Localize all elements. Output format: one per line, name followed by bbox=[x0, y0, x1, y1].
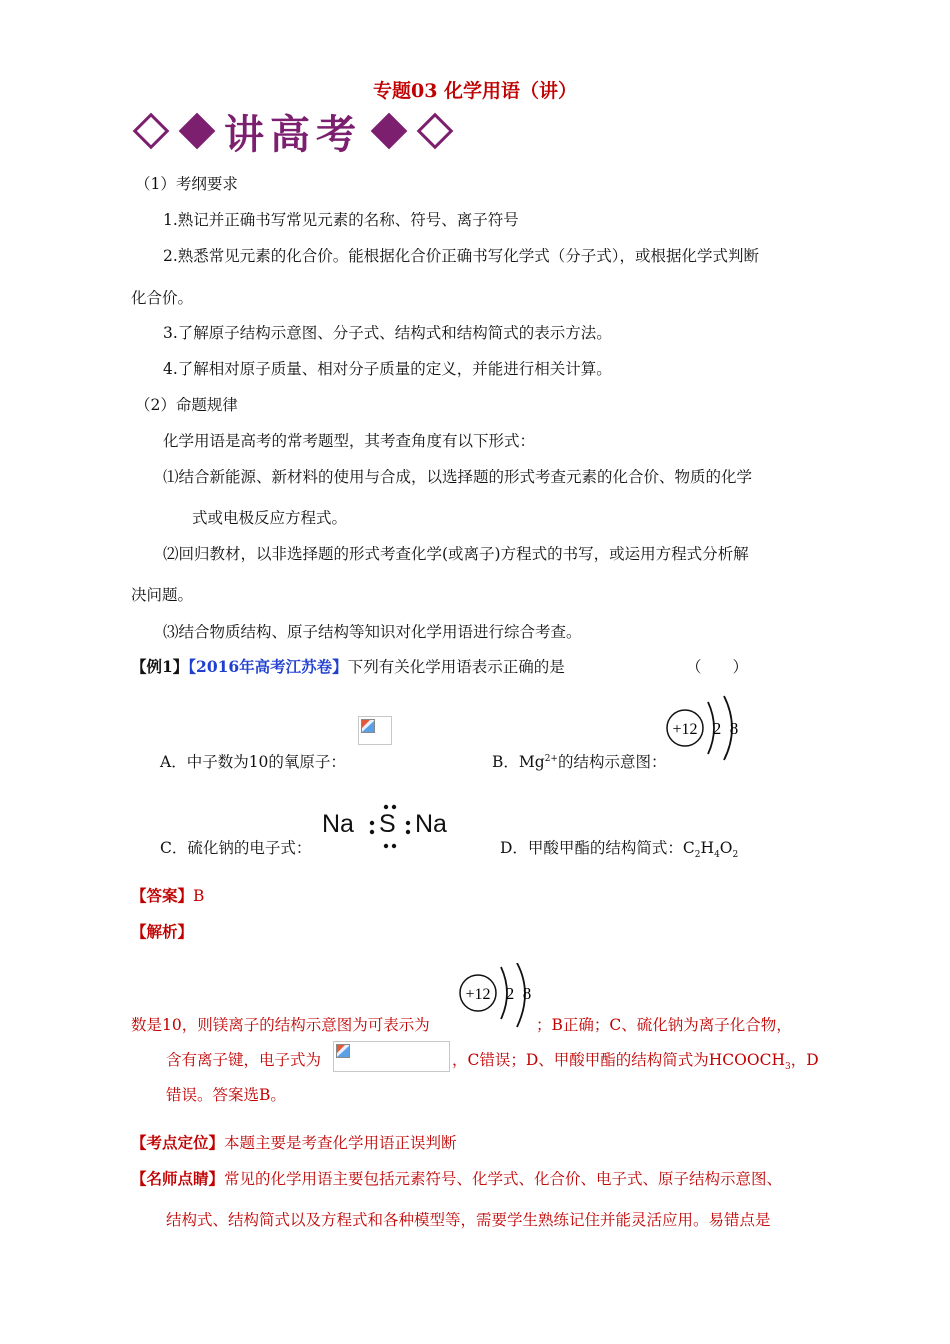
answer-line bbox=[131, 884, 204, 906]
example-line bbox=[131, 655, 565, 677]
analysis-line: 数是10，则镁离子的结构示意图为可表示为 bbox=[131, 1016, 430, 1034]
option-d: D．甲酸甲酯的结构简式：$C_2H_4O_2$ bbox=[500, 839, 739, 861]
requirement-item: 1.熟记并正确书写常见元素的名称、符号、离子符号 bbox=[163, 211, 519, 229]
solid-diamond-icon bbox=[179, 113, 216, 150]
kaodian-line bbox=[131, 1131, 457, 1153]
section-banner bbox=[128, 108, 458, 158]
section2-intro: 化学用语是高考的常考题型，其考查角度有以下形式： bbox=[163, 432, 536, 450]
mingshi-line bbox=[131, 1167, 782, 1189]
answer-value: B bbox=[193, 887, 205, 905]
broken-image-icon bbox=[358, 716, 392, 745]
example-source: 【2016年高考江苏卷】 bbox=[188, 657, 348, 676]
hollow-diamond-icon bbox=[133, 113, 170, 150]
pattern-item: ⑵回归教材，以非选择题的形式考查化学(或离子)方程式的书写，或运用方程式分析解 bbox=[163, 545, 749, 563]
analysis-line: ，C错误；D、甲酸甲酯的结构简式为$HCOOCH_3$，D bbox=[452, 1051, 819, 1073]
pattern-item: ⑶结合物质结构、原子结构等知识对化学用语进行综合考查。 bbox=[163, 623, 582, 641]
nucleus-label: +12 bbox=[672, 721, 698, 738]
shell-electrons: 2 bbox=[712, 719, 722, 738]
banner-text: 讲高考 bbox=[224, 110, 362, 158]
pattern-item: 决问题。 bbox=[131, 586, 194, 604]
requirement-item: 2.熟悉常见元素的化合价。能根据化合价正确书写化学式（分子式），或根据化学式判断 bbox=[163, 247, 760, 265]
shell-electrons: 8 bbox=[522, 984, 532, 1003]
requirement-item: 3.了解原子结构示意图、分子式、结构式和结构简式的表示方法。 bbox=[163, 324, 612, 342]
sodium-symbol: Na bbox=[415, 810, 447, 838]
option-a: A．中子数为10的氧原子： bbox=[160, 753, 346, 771]
option-c: C．硫化钠的电子式： bbox=[160, 839, 312, 857]
mg-ion-structure-diagram bbox=[455, 963, 535, 1035]
analysis-label: 【解析】 bbox=[131, 922, 194, 941]
shell-electrons: 8 bbox=[729, 719, 739, 738]
example-label: 【例1】 bbox=[131, 657, 189, 676]
answer-label: 【答案】 bbox=[131, 886, 194, 905]
analysis-line: ；B正确；C、硫化钠为离子化合物， bbox=[536, 1016, 792, 1034]
section2-heading: （2）命题规律 bbox=[135, 396, 238, 414]
kaodian-label: 【考点定位】 bbox=[131, 1133, 225, 1152]
section1-heading: （1）考纲要求 bbox=[135, 175, 238, 193]
pattern-item: ⑴结合新能源、新材料的使用与合成，以选择题的形式考查元素的化合价、物质的化学 bbox=[163, 468, 753, 486]
na2s-electron-formula: Na bbox=[322, 810, 354, 838]
requirement-item: 化合价。 bbox=[131, 289, 194, 307]
page-title: 专题03 化学用语（讲） bbox=[372, 80, 578, 102]
answer-paren: （ ） bbox=[686, 658, 749, 676]
nucleus-label: +12 bbox=[465, 986, 491, 1003]
analysis-line: 含有离子键，电子式为 bbox=[166, 1051, 322, 1069]
mg-ion-structure-diagram bbox=[662, 692, 742, 764]
solid-diamond-icon bbox=[371, 113, 408, 150]
pattern-item: 式或电极反应方程式。 bbox=[192, 509, 348, 527]
mingshi-text: 常见的化学用语主要包括元素符号、化学式、化合价、电子式、原子结构示意图、 bbox=[224, 1170, 783, 1188]
kaodian-text: 本题主要是考查化学用语正误判断 bbox=[224, 1134, 457, 1152]
shell-electrons: 2 bbox=[505, 984, 515, 1003]
broken-image-icon bbox=[333, 1041, 450, 1072]
requirement-item: 4.了解相对原子质量、相对分子质量的定义，并能进行相关计算。 bbox=[163, 360, 612, 378]
option-b: B．$Mg^{2+}$的结构示意图： bbox=[492, 753, 667, 771]
mingshi-line: 结构式、结构简式以及方程式和各种模型等，需要学生熟练记住并能灵活应用。易错点是 bbox=[166, 1211, 771, 1229]
sulfur-symbol: S bbox=[379, 810, 396, 838]
example-question: 下列有关化学用语表示正确的是 bbox=[347, 658, 565, 676]
mingshi-label: 【名师点睛】 bbox=[131, 1169, 225, 1188]
analysis-line: 错误。答案选B。 bbox=[166, 1086, 286, 1104]
hollow-diamond-icon bbox=[417, 113, 454, 150]
